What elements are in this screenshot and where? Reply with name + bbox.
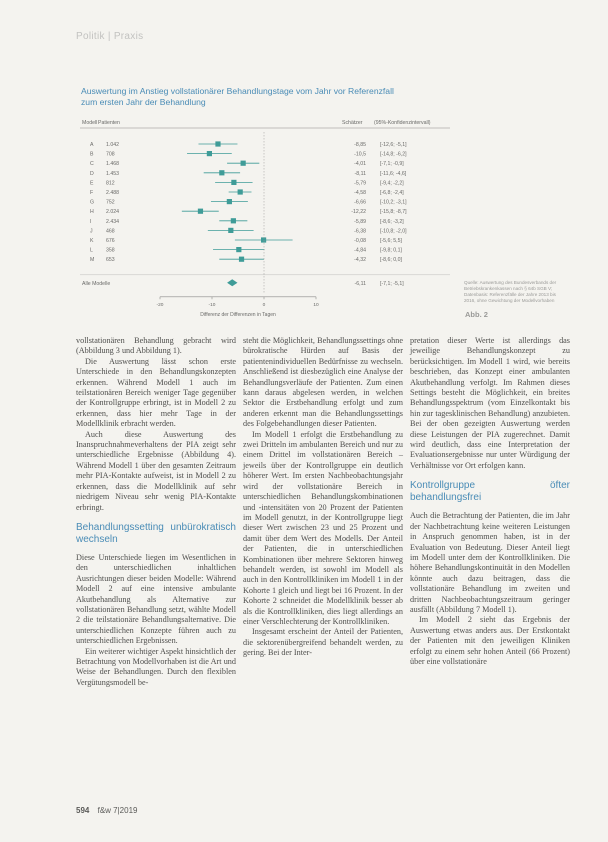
row-ci-value: [-8,6; 0,0]	[380, 257, 402, 264]
figure-label: Abb. 2	[465, 310, 488, 319]
text-column-2	[243, 336, 403, 659]
row-patients-value: 468	[106, 228, 115, 235]
row-estimate-value: -12,22	[351, 209, 366, 216]
point-estimate-marker	[231, 180, 236, 185]
x-axis-tick-label: -20	[156, 302, 164, 308]
row-patients-value: 752	[106, 199, 115, 206]
row-model-label: H	[90, 209, 94, 216]
row-ci-value: [-9,4; -2,2]	[380, 180, 404, 187]
row-model-label: J	[90, 228, 93, 235]
point-estimate-marker	[241, 161, 246, 166]
point-estimate-marker	[219, 170, 224, 175]
row-patients-value: 708	[106, 151, 115, 158]
row-model-label: C	[90, 161, 94, 168]
row-estimate-value: -4,58	[354, 190, 366, 196]
row-ci-value: [-15,8; -8,7]	[380, 209, 407, 216]
row-ci-value: [-5,6; 5,5]	[380, 238, 402, 244]
x-axis-label: Differenz der Differenzen in Tagen	[200, 311, 276, 318]
paragraph: vollstationären Behandlung gebracht wird (Abbildung 3 und Abbildung 1).	[76, 336, 236, 356]
row-estimate-value: -6,38	[354, 228, 366, 235]
row-patients-value: 2.434	[106, 218, 119, 225]
row-ci-value: [-11,6; -4,6]	[380, 170, 407, 177]
point-estimate-marker	[227, 199, 232, 204]
paragraph: steht die Möglichkeit, Behandlungssettings ohne bürokratische Hürden auf Basis der patientenindividuellen Bedürfnisse zu wechseln. Anschließend ist diesbezüglich eine Analyse der Behandlungsverläufe der Patienten. Zum einen kann daraus abgelesen werden, in welchen Sektor die Erstbehandlung erfolgt und zum anderen erkennt man die Behandlungssettings des Folgebehandlungen dieser Patienten.	[243, 336, 403, 429]
row-ci-value: [-7,1; -0,9]	[380, 161, 404, 168]
row-model-label: M	[90, 257, 95, 264]
row-ci-value: [-8,6; -3,2]	[380, 218, 404, 225]
section-label: Politik | Praxis	[76, 31, 144, 42]
paragraph: Auch die Betrachtung der Patienten, die im Jahr der Nachbetrachtung keine weiteren Leistungen in Anspruch genommen haben, ist in der Evaluation von Bedeutung. Dieser Anteil liegt im Modell unter dem der Kontrollkliniken. Die höhere Behandlungskontinuität in den Modellen könnte auch dazu beitragen, dass die vollstationäre Behandlung im zweiten und dritten Nachbeobachtungszeitraum geringer ausfällt (Abbildung 7 Modell 1).	[410, 511, 570, 614]
pooled-diamond	[227, 279, 237, 286]
journal-name: f&w 7|2019	[97, 806, 138, 815]
row-model-label: D	[90, 170, 94, 177]
row-patients-value: 1.042	[106, 142, 119, 148]
page-footer	[76, 806, 137, 815]
row-estimate-value: -5,89	[354, 218, 366, 225]
row-patients-value: 676	[106, 238, 115, 244]
row-patients-value: 2.488	[106, 190, 119, 196]
row-estimate-value: -10,5	[354, 151, 366, 158]
row-ci-value: [-6,8; -2,4]	[380, 190, 404, 196]
point-estimate-marker	[198, 209, 203, 214]
row-ci-value: [-12,6; -5,1]	[380, 142, 407, 148]
row-model-label: K	[90, 238, 94, 244]
paragraph: Ein weiterer wichtiger Aspekt hinsichtlich der Betrachtung von Modellvorhaben ist die Art und Weise der Behandlungen. Durch den flexiblen Vergütungsmodell be-	[76, 646, 236, 687]
forest-plot	[80, 114, 460, 324]
text-column-1	[76, 336, 236, 688]
x-axis-tick-label: -10	[208, 302, 216, 308]
paragraph: Diese Unterschiede liegen im Wesentlichen in den unterschiedlichen inhaltlichen Ausrichtungen dieser beiden Modelle: Während Modell 2 auf eine intensive ambulante Akutbehandlung als Alternative zur vollstationären Behandlung setzt, wählte Modell 2 die teilstationäre Behandlungsalternative. Die unterschiedlichen Konzepte führen auch zu unterschiedlichen Ergebnissen.	[76, 552, 236, 646]
row-model-label: A	[90, 142, 94, 148]
x-axis-tick-label: 10	[313, 302, 319, 308]
row-patients-value: 358	[106, 247, 115, 254]
row-patients-value: 2.024	[106, 209, 119, 216]
row-patients-value: 653	[106, 257, 115, 264]
pooled-ci-value: [-7,1; -5,1]	[380, 280, 404, 287]
column-header-estimate: Schätzer	[342, 120, 363, 126]
x-axis-tick-label: 0	[262, 302, 266, 308]
pooled-estimate-value: -6,11	[354, 280, 366, 287]
row-estimate-value: -8,11	[354, 170, 366, 177]
chart-title: Auswertung im Anstieg vollstationärer Behandlungstage vom Jahr vor Referenzfall zum ersten Jahr der Behandlung	[81, 86, 394, 107]
row-estimate-value: -5,79	[354, 180, 366, 187]
forest-plot-svg	[80, 114, 460, 324]
page-number: 594	[76, 806, 90, 815]
row-estimate-value: -8,85	[354, 142, 366, 148]
figure-source-note: Quelle: Auswertung des Bundesverbands der Betriebskrankenkassen nach § 64b SGB V; Datenbasis: Referenzfälle der Jahre 2013 bis 2016, ohne Gewichtung der Modellvorhaben	[464, 280, 557, 303]
point-estimate-marker	[231, 218, 236, 223]
row-ci-value: [-10,2; -3,1]	[380, 199, 407, 206]
row-estimate-value: -4,32	[354, 257, 366, 264]
row-estimate-value: -4,84	[354, 247, 366, 254]
row-patients-value: 812	[106, 180, 115, 187]
point-estimate-marker	[215, 141, 220, 146]
row-model-label: B	[90, 151, 94, 158]
point-estimate-marker	[239, 257, 244, 262]
row-model-label: G	[90, 199, 95, 206]
row-estimate-value: -6,66	[354, 199, 366, 206]
row-patients-value: 1.468	[106, 161, 119, 168]
pooled-label: Alle Modelle	[82, 280, 111, 287]
row-ci-value: [-9,8; 0,1]	[380, 247, 402, 254]
row-estimate-value: -0,08	[354, 238, 366, 244]
paragraph: Insgesamt erscheint der Anteil der Patienten, die sektorenübergreifend behandelt werden, zu gering. Bei der Inter-	[243, 627, 403, 658]
point-estimate-marker	[207, 151, 212, 156]
row-model-label: L	[90, 247, 93, 254]
row-ci-value: [-10,8; -2,0]	[380, 228, 407, 235]
text-column-3	[410, 336, 570, 667]
column-header-model: Modell	[82, 120, 98, 126]
point-estimate-marker	[236, 247, 241, 252]
point-estimate-marker	[228, 228, 233, 233]
row-model-label: F	[90, 190, 94, 196]
paragraph: Die Auswertung lässt schon erste Unterschiede in den Behandlungskonzepten erkennen. Während Modell 1 auch im teilstationären Bereich weniger Tage gegenüber der Kontrollgruppe erbringt, ist in Modell 2 zu erkennen, dass hier mehr Tage in der Modellklinik erbracht werden.	[76, 356, 236, 429]
row-patients-value: 1.453	[106, 170, 119, 177]
paragraph: Im Modell 1 erfolgt die Erstbehandlung zu zwei Dritteln im ambulanten Bereich und nur zu einem Drittel im vollstationären Bereich – jeweils über der Kontrollgruppe ein deutlich höherer Wert. Im ersten Nachbeobachtungsjahr wird der vollstationäre Bereich in unterschiedlichen Behandlungskombinationen und -intensitäten von 20 Prozent der Patienten im Modell genutzt, in der Kontrollgruppe liegt dieser Wert zwischen 23 und 25 Prozent und damit über dem Wert des Modells. Der Anteil der Patienten, die in unterschiedlichen Kombinationen über mehrere Sektoren hinweg behandelt werden, ist sowohl im Modell als auch in den Kontrollkliniken im Modell 1 in der Kohorte 1 gleich und liegt bei 16 Prozent. In der Kohorte 2 schneidet die Modellklinik besser ab als die Kontrollkliniken, dies liegt allerdings an einer Verschlechterung der Kontrollkliniken.	[243, 429, 403, 626]
paragraph: pretation dieser Werte ist allerdings das jeweilige Behandlungskonzept zu berücksichtigen. Im Modell 1 wird, wie bereits beschrieben, das Konzept einer ambulanten Akutbehandlung verfolgt. Im Rahmen dieses Settings besteht die Möglichkeit, ein breites Behandlungsspektrum (vom Einzelkontakt bis hin zur tagesklinischen Behandlung) anzubieten. Bei der oben gezeigten Auswertung werden diese Leistungen der PIA zugerechnet. Damit wird deutlich, dass eine Interpretation der Evaluationsergebnisse nur unter Würdigung der Verhältnisse vor Ort erfolgen kann.	[410, 336, 570, 470]
row-model-label: I	[90, 218, 92, 225]
column-header-ci: (95%-Konfidenzintervall)	[374, 120, 431, 126]
section-heading: Kontrollgruppe öfter behandlungsfrei	[410, 480, 570, 504]
point-estimate-marker	[261, 237, 266, 242]
point-estimate-marker	[238, 189, 243, 194]
column-header-patients: Patienten	[98, 120, 120, 126]
row-estimate-value: -4,01	[354, 161, 366, 168]
paragraph: Auch diese Auswertung des Inanspruchnahmeverhaltens der PIA zeigt sehr unterschiedliche Ergebnisse (Abbildung 4). Während Modell 1 über den gesamten Zeitraum mehr PIA-Kontakte aufweist, ist in Modell 2 zu erkennen, dass die Modellklinik auf sehr niedrigem Niveau sehr wenig PIA-Kontakte erbringt.	[76, 429, 236, 512]
row-ci-value: [-14,8; -6,2]	[380, 151, 407, 158]
section-heading: Behandlungssetting unbürokratisch wechseln	[76, 521, 236, 545]
row-model-label: E	[90, 180, 94, 187]
paragraph: Im Modell 2 sieht das Ergebnis der Auswertung etwas anders aus. Der Erstkontakt der Patienten mit den jeweiligen Kliniken erfolgt zu einem sehr hohen Anteil (66 Prozent) über eine vollstationäre	[410, 615, 570, 666]
